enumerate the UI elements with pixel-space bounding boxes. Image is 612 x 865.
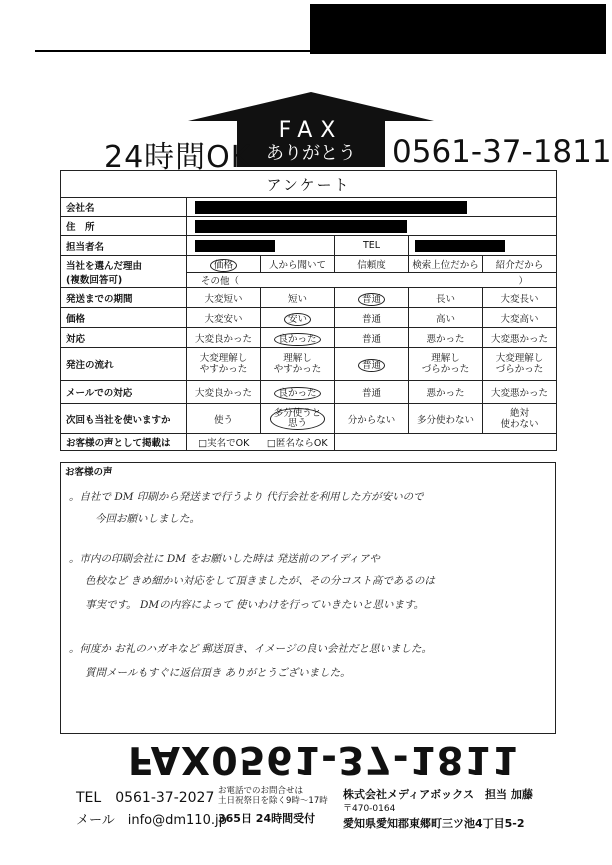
row-option[interactable] (261, 308, 335, 328)
reason-option[interactable] (483, 256, 557, 273)
comment-line: 質問メールもすぐに返信頂き ありがとうございました。 (85, 667, 351, 679)
survey-row (61, 328, 557, 348)
row-option[interactable]: 高い (409, 308, 483, 328)
mirrored-fax-number: FAX0561-37-1811 (128, 738, 520, 782)
row-option[interactable] (261, 381, 335, 404)
person-field[interactable] (187, 236, 335, 256)
row-option[interactable]: 大変理解し やすかった (187, 348, 261, 381)
comment-line: 事実です。 DMの内容によって 使いわけを行っていきたいと思います。 (85, 599, 425, 611)
row-option[interactable]: 普通 (335, 308, 409, 328)
row-option[interactable]: 大変良かった (187, 328, 261, 348)
address-field[interactable] (187, 217, 557, 236)
row-option[interactable] (261, 404, 335, 434)
row-label: 発注の流れ (61, 348, 187, 381)
survey-title: アンケート (61, 171, 557, 198)
reason-other-label: その他（ (201, 276, 240, 287)
publish-option-real-name[interactable]: □実名でOK (187, 434, 261, 451)
row-label: メールでの対応 (61, 381, 187, 404)
survey-table (60, 170, 557, 451)
footer-company: 株式会社メディアボックス 担当 加藤 (343, 788, 533, 801)
fax-label: FAX (278, 118, 344, 143)
footer-mail: メール info@dm110.jp (76, 813, 227, 828)
publish-option-anonymous[interactable]: □匿名ならOK (261, 434, 335, 451)
reason-option-label: 価格 (210, 259, 237, 272)
fax-number: 0561-37-1811 (392, 134, 612, 170)
company-redaction (195, 201, 467, 214)
reason-option-label: 検索上位だから (412, 260, 479, 271)
row-option-label: 多分使うと 思う (270, 408, 326, 430)
row-option[interactable]: 理解し やすかった (261, 348, 335, 381)
reason-option[interactable] (335, 256, 409, 273)
reason-option[interactable] (409, 256, 483, 273)
comment-line: 。市内の印刷会社に DM をお願いした時は 発送前のアイディアや (69, 553, 380, 565)
footer-hours-line1: お電話でのお問合せは (218, 786, 304, 796)
thanks-label: ありがとう (266, 143, 356, 164)
tel-redaction (415, 240, 505, 252)
comment-line: 色校など きめ細かい対応をして頂きましたが、その分コスト高であるのは (85, 575, 435, 587)
comment-line: 。何度か お礼のハガキなど 郵送頂き、イメージの良い会社だと思いました。 (69, 643, 432, 655)
person-redaction (195, 240, 275, 252)
row-option[interactable]: 大変高い (483, 308, 557, 328)
comments-box (60, 462, 556, 734)
row-option[interactable]: 普通 (335, 381, 409, 404)
person-label: 担当者名 (61, 236, 187, 256)
row-option[interactable] (335, 348, 409, 381)
header-rule (35, 50, 345, 52)
tel-field[interactable] (409, 236, 557, 256)
redacted-top-block (310, 4, 606, 54)
survey-row (61, 308, 557, 328)
row-option-label: 良かった (274, 333, 320, 346)
footer-zip: 〒470-0164 (343, 804, 396, 814)
row-option[interactable]: 大変悪かった (483, 328, 557, 348)
company-field[interactable] (187, 198, 557, 217)
tel-label: TEL (335, 236, 409, 256)
row-option-label: 普通 (358, 293, 385, 306)
reason-option-label: 人から聞いて (268, 260, 326, 271)
row-option[interactable]: 悪かった (409, 381, 483, 404)
row-option[interactable]: 短い (261, 288, 335, 308)
row-option[interactable]: 多分使わない (409, 404, 483, 434)
row-option[interactable]: 大変悪かった (483, 381, 557, 404)
footer-365: 365日 24時間受付 (218, 812, 316, 825)
reason-label-text: 当社を選んだ理由 (66, 260, 143, 272)
row-option[interactable]: 大変安い (187, 308, 261, 328)
survey-row (61, 348, 557, 381)
row-option[interactable]: 普通 (335, 328, 409, 348)
open-24h-label: 24時間OK (104, 140, 252, 175)
footer-tel: TEL 0561-37-2027 (76, 790, 215, 806)
row-label: 価格 (61, 308, 187, 328)
address-redaction (195, 220, 407, 233)
reason-sublabel: (複数回答可) (66, 274, 123, 286)
row-option[interactable]: 大変理解し づらかった (483, 348, 557, 381)
publish-blank (335, 434, 557, 451)
comments-label: お客様の声 (65, 467, 113, 478)
fax-banner (237, 117, 385, 167)
row-label: 次回も当社を使いますか (61, 404, 187, 434)
row-option[interactable]: 長い (409, 288, 483, 308)
row-option[interactable]: 大変長い (483, 288, 557, 308)
row-option[interactable]: 絶対 使わない (483, 404, 557, 434)
row-option-label: 良かった (274, 387, 320, 400)
reason-other-field[interactable] (187, 273, 557, 288)
row-option[interactable]: 大変短い (187, 288, 261, 308)
row-option[interactable] (335, 288, 409, 308)
row-option[interactable]: 理解し づらかった (409, 348, 483, 381)
footer-hours (218, 786, 328, 806)
row-option-label: 普通 (358, 359, 385, 372)
row-option[interactable]: 大変良かった (187, 381, 261, 404)
row-option[interactable] (261, 328, 335, 348)
footer-hours-line2: 土日祝祭日を除く9時〜17時 (218, 796, 328, 806)
row-option[interactable]: 悪かった (409, 328, 483, 348)
reason-option[interactable] (261, 256, 335, 273)
reason-option-label: 紹介だから (495, 260, 544, 271)
survey-row (61, 288, 557, 308)
comment-line: 。自社で DM 印刷から発送まで行うより 代行会社を利用した方が安いので (69, 491, 424, 503)
row-option[interactable]: 使う (187, 404, 261, 434)
row-label: 発送までの期間 (61, 288, 187, 308)
row-option-label: 安い (284, 313, 311, 326)
comment-line: 今回お願いしました。 (95, 513, 200, 525)
row-label: 対応 (61, 328, 187, 348)
reason-label (61, 256, 187, 288)
survey-row (61, 404, 557, 434)
footer-address: 愛知県愛知郡東郷町三ツ池4丁目5-2 (343, 817, 525, 830)
publish-label: お客様の声として掲載は (61, 434, 187, 451)
row-option[interactable]: 分からない (335, 404, 409, 434)
survey-row (61, 381, 557, 404)
company-label: 会社名 (61, 198, 187, 217)
reason-option[interactable] (187, 256, 261, 273)
reason-option-label: 信頼度 (357, 260, 386, 271)
address-label: 住 所 (61, 217, 187, 236)
reason-other-close: ） (518, 276, 529, 287)
